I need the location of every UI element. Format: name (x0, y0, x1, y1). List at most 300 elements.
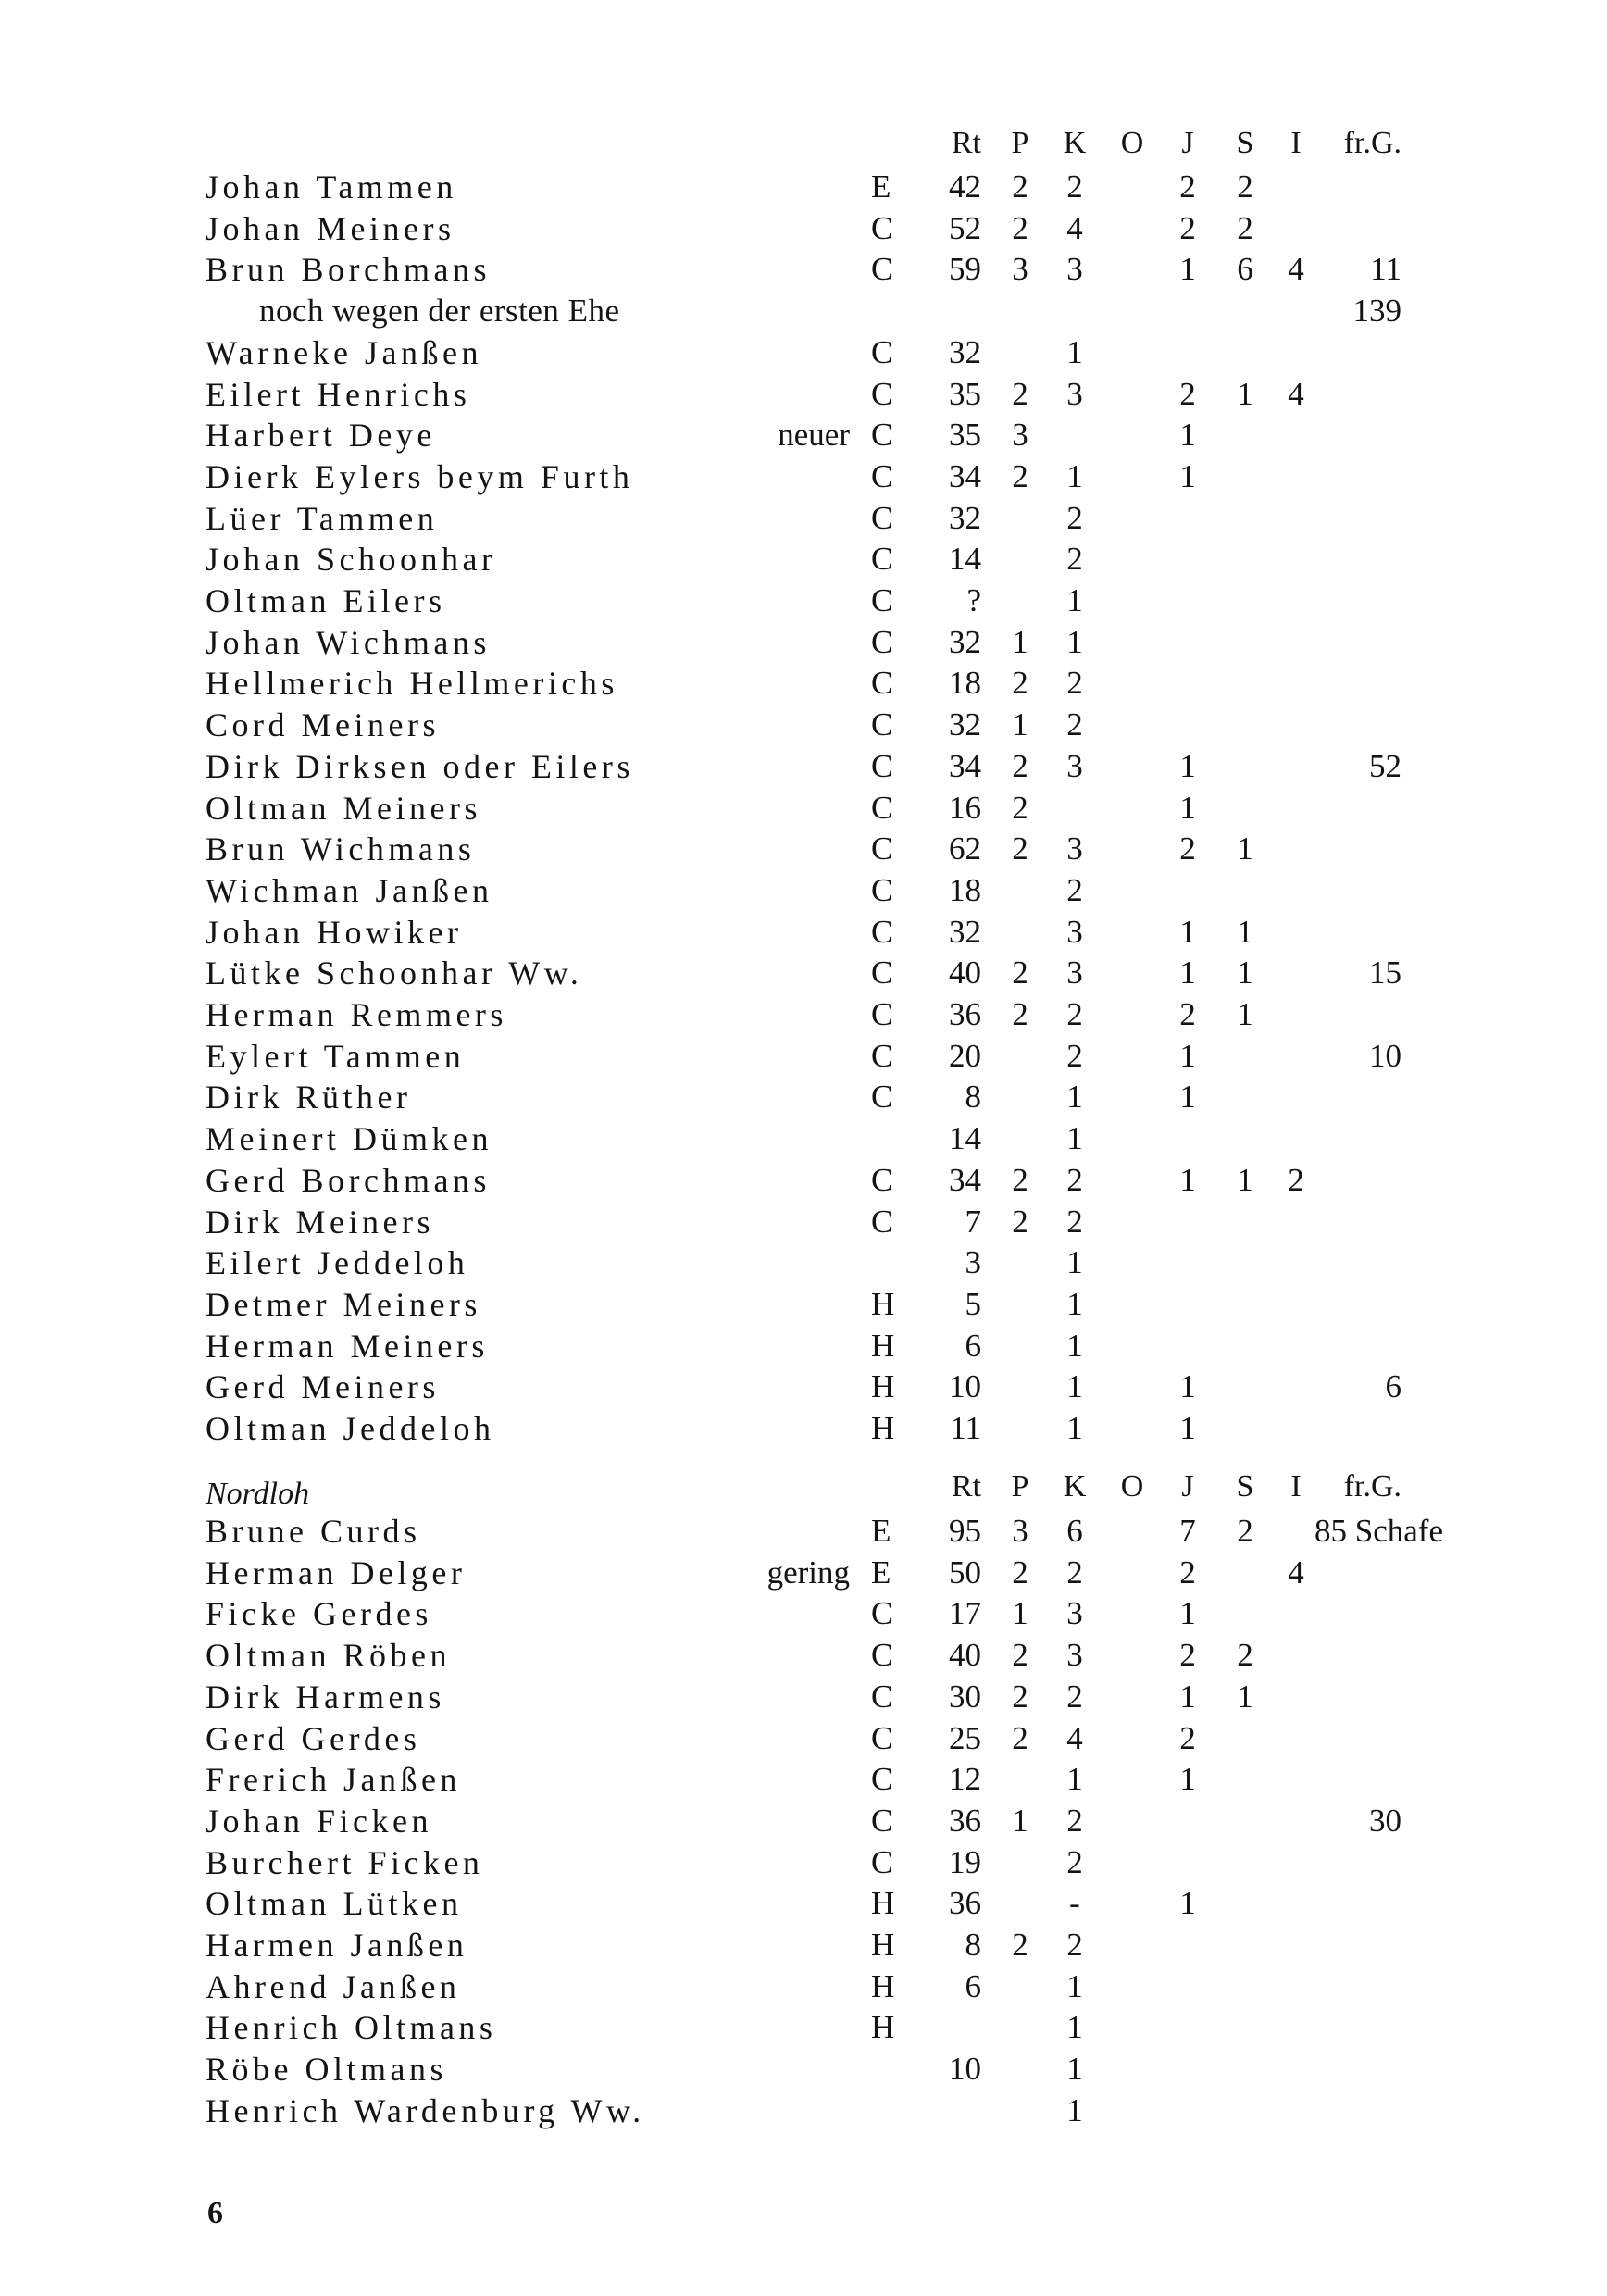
value-j: 1 (1179, 1368, 1196, 1405)
value-rt: 3 (965, 1244, 981, 1281)
person-name: Johan Ficken (206, 1802, 432, 1840)
value-rt: 35 (949, 375, 981, 412)
table-row (0, 580, 1607, 621)
value-rt: 34 (949, 747, 981, 784)
value-j: 2 (1179, 209, 1196, 246)
column-header-fr: fr.G. (1343, 1469, 1401, 1504)
class-letter: C (871, 251, 893, 288)
column-header-fr: fr.G. (1343, 126, 1401, 160)
value-p: 2 (1012, 209, 1028, 246)
person-name: Frerich Janßen (206, 1761, 461, 1799)
class-letter: C (871, 541, 893, 578)
value-rt: ? (966, 582, 981, 618)
value-rt: 10 (949, 1368, 981, 1405)
table-row (0, 1801, 1607, 1841)
value-s: 6 (1237, 251, 1253, 288)
value-rt: 34 (949, 457, 981, 494)
person-name: Johan Meiners (206, 209, 455, 247)
value-s: 2 (1237, 1513, 1253, 1549)
value-rt: 14 (949, 1120, 981, 1157)
person-name: Brun Borchmans (206, 251, 491, 289)
class-letter: H (871, 1410, 895, 1446)
table-row (0, 498, 1607, 539)
value-j: 1 (1179, 1678, 1196, 1715)
column-header-j: J (1181, 126, 1194, 160)
class-letter: C (871, 417, 893, 454)
column-header-i: I (1290, 126, 1302, 160)
value-j: 2 (1179, 1719, 1196, 1756)
table-row (0, 249, 1607, 290)
table-row (0, 1883, 1607, 1924)
value-j: 1 (1179, 955, 1196, 992)
value-k: 2 (1066, 1843, 1083, 1880)
value-s: 2 (1237, 168, 1253, 205)
value-p: 1 (1012, 623, 1028, 660)
table-row (0, 1366, 1607, 1407)
value-rt: 6 (965, 1327, 981, 1364)
person-name: Eilert Jeddeloh (206, 1244, 469, 1282)
value-k: 2 (1066, 1161, 1083, 1198)
value-j: 1 (1179, 1037, 1196, 1074)
value-fr: 10 (1369, 1037, 1401, 1074)
value-k: 2 (1066, 706, 1083, 743)
value-rt: 62 (949, 830, 981, 867)
value-s: 1 (1237, 913, 1253, 950)
value-rt: 32 (949, 706, 981, 743)
value-j: 2 (1179, 375, 1196, 412)
class-letter: C (871, 333, 893, 370)
person-name: Gerd Borchmans (206, 1161, 491, 1199)
value-s: 2 (1237, 209, 1253, 246)
class-letter: C (871, 1161, 893, 1198)
class-letter: C (871, 1802, 893, 1839)
value-s: 1 (1237, 1161, 1253, 1198)
person-name: Henrich Wardenburg Ww. (206, 2091, 645, 2129)
class-letter: C (871, 1719, 893, 1756)
value-k: 1 (1066, 2051, 1083, 2088)
column-header-p: P (1011, 126, 1029, 160)
value-p: 2 (1012, 789, 1028, 826)
person-name: Ficke Gerdes (206, 1595, 432, 1633)
value-p: 2 (1012, 168, 1028, 205)
class-letter: H (871, 1967, 895, 2004)
value-k: 2 (1066, 1678, 1083, 1715)
value-j: 1 (1179, 1885, 1196, 1922)
value-rt: 59 (949, 251, 981, 288)
value-k: 1 (1066, 1244, 1083, 1281)
value-j: 1 (1179, 1079, 1196, 1116)
value-j: 1 (1179, 789, 1196, 826)
table-row (0, 1118, 1607, 1159)
column-header-j: J (1181, 1469, 1194, 1504)
value-rt: 50 (949, 1554, 981, 1591)
class-letter: C (871, 747, 893, 784)
table-row (0, 415, 1607, 455)
value-rt: 10 (949, 2051, 981, 2088)
value-k: 1 (1066, 2009, 1083, 2046)
person-name: Johan Wichmans (206, 623, 491, 661)
value-rt: 19 (949, 1843, 981, 1880)
person-name: Wichman Janßen (206, 871, 493, 909)
person-name: Johan Schoonhar (206, 541, 497, 579)
person-name: Oltman Röben (206, 1637, 451, 1675)
value-p: 1 (1012, 1802, 1028, 1839)
column-header-k: K (1063, 1469, 1087, 1504)
table-row (0, 2049, 1607, 2090)
value-p: 2 (1012, 1161, 1028, 1198)
value-k: 4 (1066, 209, 1083, 246)
value-k: 1 (1066, 1761, 1083, 1798)
table-row (0, 1202, 1607, 1242)
column-header-row (0, 123, 1607, 164)
value-k: - (1069, 1885, 1080, 1922)
person-name: Cord Meiners (206, 706, 440, 744)
table-row (0, 1677, 1607, 1717)
qualifier: gering (766, 1554, 850, 1591)
table-row (0, 870, 1607, 911)
person-name: Harmen Janßen (206, 1927, 468, 1964)
value-s: 1 (1237, 375, 1253, 412)
value-p: 2 (1012, 955, 1028, 992)
value-rt: 7 (965, 1203, 981, 1240)
value-j: 1 (1179, 747, 1196, 784)
value-s: 1 (1237, 830, 1253, 867)
table-row (0, 1284, 1607, 1325)
value-j: 2 (1179, 1554, 1196, 1591)
table-row (0, 1242, 1607, 1283)
value-i: 4 (1288, 251, 1304, 288)
value-k: 2 (1066, 499, 1083, 536)
person-name: Gerd Gerdes (206, 1719, 421, 1757)
class-letter: C (871, 209, 893, 246)
value-j: 7 (1179, 1513, 1196, 1549)
class-letter: E (871, 1513, 891, 1549)
value-rt: 36 (949, 1802, 981, 1839)
class-letter: C (871, 582, 893, 618)
person-name: Oltman Meiners (206, 789, 481, 827)
value-k: 2 (1066, 1037, 1083, 1074)
value-j: 1 (1179, 417, 1196, 454)
table-row (0, 1077, 1607, 1117)
value-i: 4 (1288, 1554, 1304, 1591)
table-row (0, 1966, 1607, 2007)
table-row (0, 1718, 1607, 1759)
value-rt: 32 (949, 499, 981, 536)
column-header-o: O (1120, 1469, 1144, 1504)
table-row (0, 1925, 1607, 1965)
column-header-s: S (1236, 126, 1254, 160)
person-name: Detmer Meiners (206, 1285, 481, 1323)
table-row (0, 1635, 1607, 1676)
value-k: 1 (1066, 457, 1083, 494)
person-name: Eylert Tammen (206, 1037, 466, 1075)
value-p: 2 (1012, 1637, 1028, 1674)
value-j: 1 (1179, 1410, 1196, 1446)
value-k: 1 (1066, 1285, 1083, 1322)
value-rt: 36 (949, 996, 981, 1032)
value-j: 1 (1179, 251, 1196, 288)
value-k: 1 (1066, 1079, 1083, 1116)
table-row (0, 746, 1607, 787)
value-k: 3 (1066, 830, 1083, 867)
class-letter: C (871, 1761, 893, 1798)
value-rt: 25 (949, 1719, 981, 1756)
class-letter: H (871, 1885, 895, 1922)
person-name: Oltman Eilers (206, 582, 446, 619)
value-k: 3 (1066, 747, 1083, 784)
value-rt: 18 (949, 871, 981, 908)
value-rt: 95 (949, 1513, 981, 1549)
value-rt: 42 (949, 168, 981, 205)
class-letter: C (871, 665, 893, 702)
value-p: 2 (1012, 1203, 1028, 1240)
value-fr: 15 (1369, 955, 1401, 992)
value-extra: 85 Schafe (1314, 1513, 1443, 1549)
value-p: 1 (1012, 1595, 1028, 1632)
value-k: 1 (1066, 1967, 1083, 2004)
person-name: Dirk Harmens (206, 1678, 445, 1716)
value-rt: 18 (949, 665, 981, 702)
person-name: Meinert Dümken (206, 1120, 492, 1158)
table-row (0, 1593, 1607, 1634)
column-header-rt: Rt (951, 126, 981, 160)
class-letter: C (871, 706, 893, 743)
class-letter: H (871, 1368, 895, 1405)
class-letter: C (871, 1678, 893, 1715)
value-rt: 6 (965, 1967, 981, 2004)
value-p: 2 (1012, 747, 1028, 784)
person-name: Oltman Jeddeloh (206, 1410, 495, 1447)
class-letter: C (871, 1037, 893, 1074)
value-k: 2 (1066, 1927, 1083, 1963)
person-name: Brune Curds (206, 1513, 421, 1550)
value-k: 1 (1066, 1410, 1083, 1446)
value-fr: 139 (1352, 293, 1401, 330)
table-row (0, 953, 1607, 993)
column-header-p: P (1011, 1469, 1029, 1504)
value-rt: 8 (965, 1927, 981, 1963)
class-letter: C (871, 499, 893, 536)
table-row (0, 208, 1607, 249)
class-letter: H (871, 1285, 895, 1322)
value-k: 2 (1066, 871, 1083, 908)
value-k: 1 (1066, 1120, 1083, 1157)
person-name: Warneke Janßen (206, 333, 482, 371)
class-letter: C (871, 871, 893, 908)
value-p: 2 (1012, 1554, 1028, 1591)
value-p: 3 (1012, 417, 1028, 454)
table-row (0, 1160, 1607, 1201)
value-k: 2 (1066, 665, 1083, 702)
table-row (0, 1553, 1607, 1593)
value-fr: 30 (1369, 1802, 1401, 1839)
table-row (0, 1759, 1607, 1800)
value-j: 1 (1179, 1161, 1196, 1198)
value-rt: 32 (949, 333, 981, 370)
value-k: 3 (1066, 955, 1083, 992)
table-row (0, 167, 1607, 207)
class-letter: C (871, 789, 893, 826)
value-k: 2 (1066, 1203, 1083, 1240)
value-p: 2 (1012, 457, 1028, 494)
page-number: 6 (207, 2196, 223, 2230)
value-k: 1 (1066, 1368, 1083, 1405)
value-rt: 32 (949, 623, 981, 660)
value-rt: 17 (949, 1595, 981, 1632)
class-letter: H (871, 1327, 895, 1364)
value-p: 2 (1012, 665, 1028, 702)
value-k: 3 (1066, 251, 1083, 288)
value-p: 3 (1012, 1513, 1028, 1549)
value-k: 1 (1066, 582, 1083, 618)
person-name: Herman Delger (206, 1554, 467, 1591)
table-row (0, 374, 1607, 415)
class-letter: C (871, 830, 893, 867)
table-row (0, 456, 1607, 497)
person-name: Henrich Oltmans (206, 2009, 497, 2047)
class-letter: C (871, 457, 893, 494)
value-k: 1 (1066, 2091, 1083, 2128)
value-k: 2 (1066, 168, 1083, 205)
value-p: 2 (1012, 830, 1028, 867)
value-s: 1 (1237, 1678, 1253, 1715)
value-p: 2 (1012, 1927, 1028, 1963)
value-j: 1 (1179, 913, 1196, 950)
value-k: 3 (1066, 1595, 1083, 1632)
class-letter: E (871, 168, 891, 205)
value-j: 2 (1179, 1637, 1196, 1674)
table-row (0, 332, 1607, 373)
class-letter: C (871, 955, 893, 992)
person-name: Johan Howiker (206, 913, 463, 951)
value-rt: 40 (949, 1637, 981, 1674)
value-i: 2 (1288, 1161, 1304, 1198)
value-j: 2 (1179, 168, 1196, 205)
table-row (0, 912, 1607, 953)
table-row (0, 539, 1607, 580)
value-j: 2 (1179, 830, 1196, 867)
value-fr: 11 (1370, 251, 1401, 288)
table-row (0, 829, 1607, 869)
class-letter: E (871, 1554, 891, 1591)
value-j: 1 (1179, 1595, 1196, 1632)
column-header-s: S (1236, 1469, 1254, 1504)
column-header-k: K (1063, 126, 1087, 160)
table-row (0, 1036, 1607, 1077)
table-row (0, 1511, 1607, 1552)
value-rt: 11 (950, 1410, 981, 1446)
value-k: 4 (1066, 1719, 1083, 1756)
value-j: 2 (1179, 996, 1196, 1032)
value-p: 1 (1012, 706, 1028, 743)
value-k: 3 (1066, 1637, 1083, 1674)
section-title: Nordloh (206, 1477, 310, 1511)
person-name: Harbert Deye (206, 417, 436, 455)
table-row (0, 788, 1607, 829)
value-k: 2 (1066, 1554, 1083, 1591)
person-name: Herman Remmers (206, 996, 507, 1033)
class-letter: H (871, 2009, 895, 2046)
value-k: 1 (1066, 333, 1083, 370)
value-k: 6 (1066, 1513, 1083, 1549)
value-rt: 20 (949, 1037, 981, 1074)
value-rt: 34 (949, 1161, 981, 1198)
person-name: Gerd Meiners (206, 1368, 440, 1406)
column-header-rt: Rt (951, 1469, 981, 1504)
value-fr: 6 (1385, 1368, 1401, 1405)
person-name: Johan Tammen (206, 168, 457, 206)
value-rt: 32 (949, 913, 981, 950)
person-name: Dirk Meiners (206, 1203, 434, 1241)
person-name: Hellmerich Hellmerichs (206, 665, 618, 703)
table-row (0, 994, 1607, 1035)
value-rt: 16 (949, 789, 981, 826)
table-row (0, 2090, 1607, 2131)
value-k: 3 (1066, 913, 1083, 950)
table-row (0, 2007, 1607, 2048)
value-rt: 12 (949, 1761, 981, 1798)
person-name: Lütke Schoonhar Ww. (206, 955, 583, 992)
column-header-o: O (1120, 126, 1144, 160)
value-j: 1 (1179, 457, 1196, 494)
person-name: Burchert Ficken (206, 1843, 484, 1881)
value-p: 2 (1012, 375, 1028, 412)
value-rt: 5 (965, 1285, 981, 1322)
table-row (0, 1842, 1607, 1883)
column-header-i: I (1290, 1469, 1302, 1504)
person-name: Röbe Oltmans (206, 2051, 447, 2089)
row-note: noch wegen der ersten Ehe (259, 293, 620, 330)
value-p: 3 (1012, 251, 1028, 288)
person-name: Lüer Tammen (206, 499, 439, 537)
value-rt: 8 (965, 1079, 981, 1116)
class-letter: C (871, 1637, 893, 1674)
value-s: 1 (1237, 955, 1253, 992)
table-row (0, 1326, 1607, 1366)
value-rt: 35 (949, 417, 981, 454)
value-p: 2 (1012, 1678, 1028, 1715)
person-name: Dirk Dirksen oder Eilers (206, 747, 634, 785)
class-letter: C (871, 1079, 893, 1116)
value-k: 2 (1066, 541, 1083, 578)
table-row (0, 705, 1607, 745)
value-rt: 36 (949, 1885, 981, 1922)
value-j: 1 (1179, 1761, 1196, 1798)
value-k: 1 (1066, 623, 1083, 660)
class-letter: H (871, 1927, 895, 1963)
value-s: 1 (1237, 996, 1253, 1032)
value-k: 3 (1066, 375, 1083, 412)
class-letter: C (871, 996, 893, 1032)
value-k: 2 (1066, 1802, 1083, 1839)
person-name: Dierk Eylers beym Furth (206, 457, 634, 495)
table-row (0, 622, 1607, 663)
person-name: Herman Meiners (206, 1327, 489, 1365)
value-p: 2 (1012, 1719, 1028, 1756)
value-rt: 52 (949, 209, 981, 246)
class-letter: C (871, 623, 893, 660)
class-letter: C (871, 1595, 893, 1632)
class-letter: C (871, 1843, 893, 1880)
class-letter: C (871, 1203, 893, 1240)
table-row (0, 663, 1607, 704)
value-k: 2 (1066, 996, 1083, 1032)
value-i: 4 (1288, 375, 1304, 412)
column-header-row (0, 1466, 1607, 1511)
value-k: 1 (1066, 1327, 1083, 1364)
person-name: Oltman Lütken (206, 1885, 463, 1923)
table-row (0, 1408, 1607, 1449)
